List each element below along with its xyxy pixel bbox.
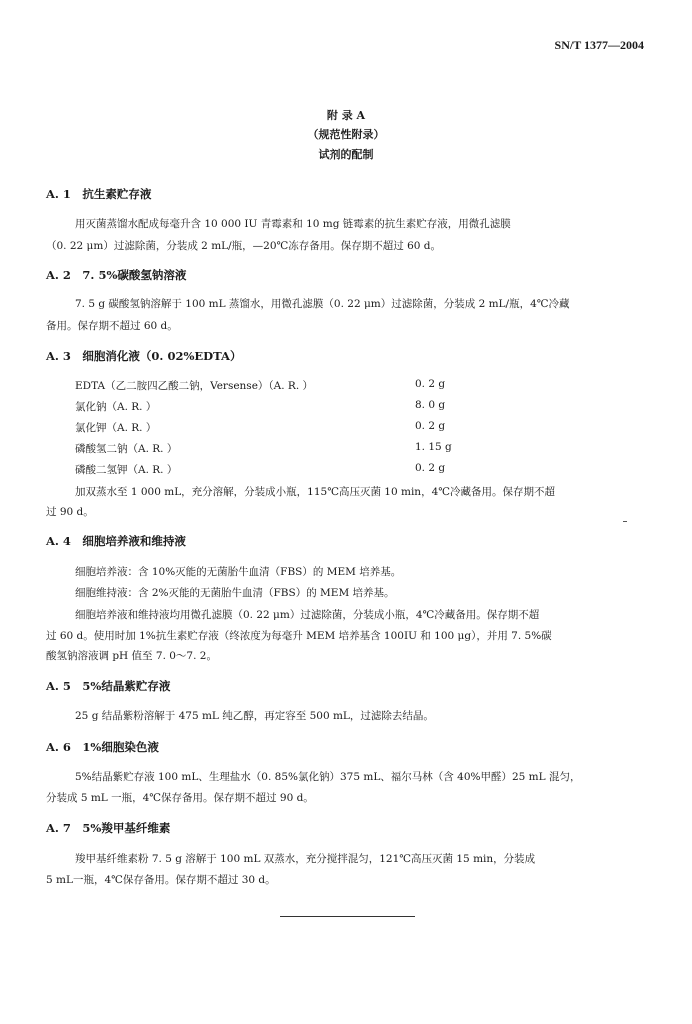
section-text-a7: 羧甲基纤维素粉 7. 5 g 溶解于 100 mL 双蒸水，充分搅拌混匀，121℃高压灭菌 15 min，分装成 xyxy=(75,853,536,865)
section-text-a5: 25 g 结晶紫粉溶解于 475 mL 纯乙醇，再定容至 500 mL，过滤除去结晶。 xyxy=(75,710,434,722)
end-rule xyxy=(280,916,415,917)
section-text-a6: 分装成 5 mL 一瓶，4℃保存备用。保存期不超过 90 d。 xyxy=(46,792,314,804)
section-text-a4: 细胞培养液：含 10%灭能的无菌胎牛血清（FBS）的 MEM 培养基。 xyxy=(75,566,402,578)
reagent-name: 磷酸氢二钠（A. R. ） xyxy=(75,443,178,455)
section-text-a4: 细胞培养液和维持液均用微孔滤膜（0. 22 μm）过滤除菌，分装成小瓶，4℃冷藏备用。保存期不超 xyxy=(75,609,540,621)
reagent-amount: 0. 2 g xyxy=(415,462,446,474)
reagent-amount: 0. 2 g xyxy=(415,378,446,390)
reagent-name: 氯化钾（A. R. ） xyxy=(75,422,157,434)
reagent-name: 磷酸二氢钾（A. R. ） xyxy=(75,464,178,476)
section-title-a2: A. 2 7. 5%碳酸氢钠溶液 xyxy=(46,268,187,282)
section-title-a1: A. 1 抗生素贮存液 xyxy=(46,187,152,201)
section-text-a4: 过 60 d。使用时加 1%抗生素贮存液（终浓度为每毫升 MEM 培养基含 100IU 和 100 μg），并用 7. 5%碳 xyxy=(46,630,552,642)
reagent-amount: 8. 0 g xyxy=(415,399,446,411)
section-text-a2: 备用。保存期不超过 60 d。 xyxy=(46,320,178,332)
reagent-name: EDTA（乙二胺四乙酸二钠，Versense）（A. R. ） xyxy=(75,380,314,392)
section-text-a3: 过 90 d。 xyxy=(46,506,94,518)
section-title-a5: A. 5 5%结晶紫贮存液 xyxy=(46,679,171,693)
section-text-a6: 5%结晶紫贮存液 100 mL、生理盐水（0. 85%氯化钠）375 mL、福尔马林（含 40%甲醛）25 mL 混匀， xyxy=(75,771,581,783)
appendix-type: （规范性附录） xyxy=(307,128,385,141)
appendix-title: 附 录 A xyxy=(326,109,366,122)
section-text-a1: （0. 22 μm）过滤除菌，分装成 2 mL/瓶，—20℃冻存备用。保存期不超过 60 d。 xyxy=(46,240,442,252)
section-text-a7: 5 mL一瓶，4℃保存备用。保存期不超过 30 d。 xyxy=(46,874,276,886)
section-text-a1: 用灭菌蒸馏水配成每毫升含 10 000 IU 青霉素和 10 mg 链霉素的抗生素贮存液，用微孔滤膜 xyxy=(75,218,511,230)
section-title-a6: A. 6 1%细胞染色液 xyxy=(46,740,159,754)
section-text-a3: 加双蒸水至 1 000 mL，充分溶解，分装成小瓶，115℃高压灭菌 10 min，4℃冷藏备用。保存期不超 xyxy=(75,486,555,498)
scan-mark xyxy=(623,521,627,522)
appendix-subtitle: 试剂的配制 xyxy=(318,148,374,161)
section-title-a7: A. 7 5%羧甲基纤维素 xyxy=(46,821,171,835)
section-title-a4: A. 4 细胞培养液和维持液 xyxy=(46,534,186,548)
standard-number: SN/T 1377—2004 xyxy=(554,38,644,52)
section-text-a4: 酸氢钠溶液调 pH 值至 7. 0～7. 2。 xyxy=(46,650,217,662)
reagent-name: 氯化钠（A. R. ） xyxy=(75,401,157,413)
section-title-a3: A. 3 细胞消化液（0. 02%EDTA） xyxy=(46,349,242,363)
section-text-a2: 7. 5 g 碳酸氢钠溶解于 100 mL 蒸馏水，用微孔滤膜（0. 22 μm）过滤除菌，分装成 2 mL/瓶，4℃冷藏 xyxy=(75,298,570,310)
reagent-amount: 0. 2 g xyxy=(415,420,446,432)
reagent-amount: 1. 15 g xyxy=(415,441,452,453)
section-text-a4: 细胞维持液：含 2%灭能的无菌胎牛血清（FBS）的 MEM 培养基。 xyxy=(75,587,395,599)
